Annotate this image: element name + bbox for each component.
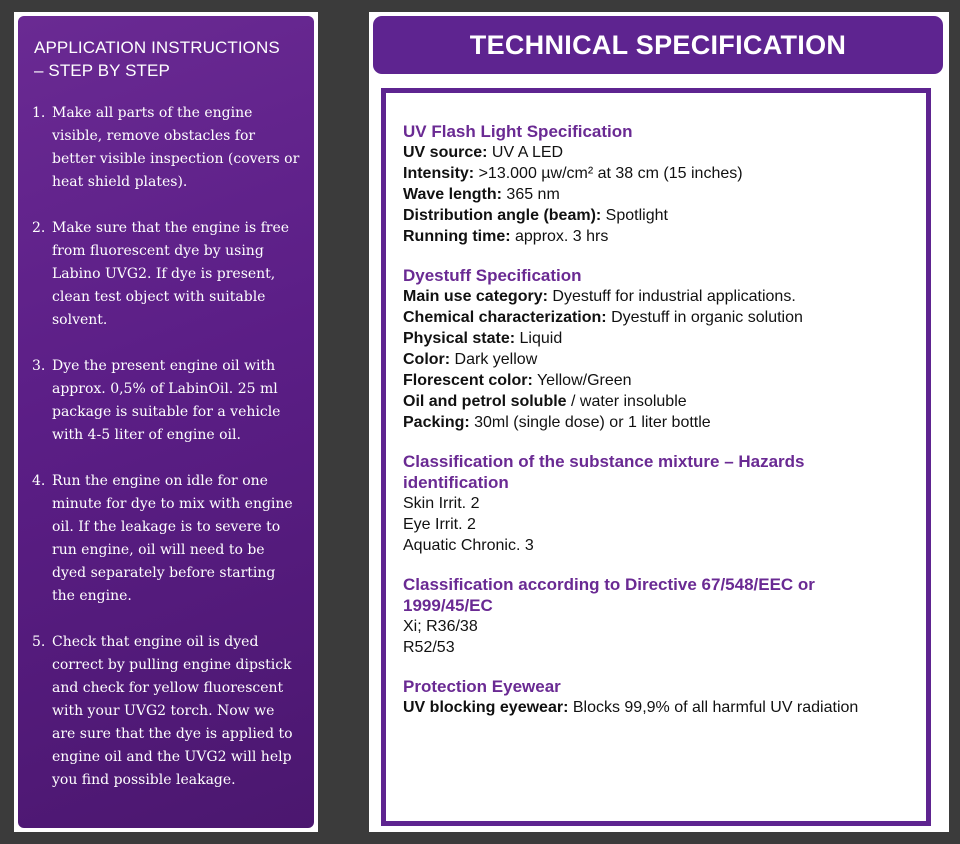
section-title: Classification according to Directive 67/548/EEC or 1999/45/EC bbox=[403, 575, 815, 615]
step-item bbox=[32, 631, 300, 792]
spec-header-bar bbox=[373, 16, 943, 74]
step-text: Dye the present engine oil with approx. 0,5% of LabinOil. 25 ml package is suitable for a vehicle with 4-5 liter of engine oil. bbox=[52, 358, 281, 443]
spec-value: Dark yellow bbox=[450, 351, 538, 368]
spec-value: Dyestuff for industrial applications. bbox=[547, 288, 796, 305]
step-text: Check that engine oil is dyed correct by pulling engine dipstick and check for yellow fluorescent with your UVG2 torch. Now we are sure that the dye is applied to engine oil and the UVG2 will help you find possible leakage. bbox=[52, 634, 293, 788]
step-number: 1. bbox=[32, 105, 46, 121]
spec-line bbox=[403, 328, 926, 349]
spec-line bbox=[403, 184, 926, 205]
spec-line bbox=[403, 370, 926, 391]
step-item bbox=[32, 217, 300, 332]
spec-value: Blocks 99,9% of all harmful UV radiation bbox=[568, 699, 859, 716]
spec-value: 30ml (single dose) or 1 liter bottle bbox=[469, 414, 711, 431]
section-title: Protection Eyewear bbox=[403, 677, 561, 696]
steps-list bbox=[32, 102, 300, 792]
spec-section-dyestuff bbox=[403, 265, 926, 433]
section-title: UV Flash Light Specification bbox=[403, 122, 633, 141]
spec-line: Xi; R36/38 bbox=[403, 618, 478, 635]
spec-section-hazards bbox=[403, 451, 926, 556]
spec-value: / water insoluble bbox=[566, 393, 687, 410]
spec-label: UV blocking eyewear: bbox=[403, 699, 569, 716]
instructions-frame bbox=[14, 12, 318, 832]
spec-line bbox=[403, 142, 926, 163]
instructions-title bbox=[34, 36, 300, 82]
spec-label: Color: bbox=[403, 351, 451, 368]
spec-header-title: TECHNICAL SPECIFICATION bbox=[469, 29, 847, 60]
spec-label: UV source: bbox=[403, 144, 488, 161]
spec-label: Physical state: bbox=[403, 330, 516, 347]
spec-value: Spotlight bbox=[601, 207, 668, 224]
spec-value: Yellow/Green bbox=[532, 372, 632, 389]
step-number: 3. bbox=[32, 358, 46, 374]
spec-line bbox=[403, 286, 926, 307]
spec-value: approx. 3 hrs bbox=[510, 228, 609, 245]
spec-section-eyewear bbox=[403, 676, 926, 718]
spec-line bbox=[403, 205, 926, 226]
spec-line: R52/53 bbox=[403, 639, 455, 656]
spec-frame bbox=[369, 12, 949, 832]
spec-value: UV A LED bbox=[487, 144, 564, 161]
spec-line: Skin Irrit. 2 bbox=[403, 495, 480, 512]
step-item bbox=[32, 102, 300, 194]
spec-line: Eye Irrit. 2 bbox=[403, 516, 476, 533]
spec-line bbox=[403, 307, 926, 328]
spec-box bbox=[381, 88, 931, 826]
spec-label: Oil and petrol soluble bbox=[403, 393, 567, 410]
spec-line bbox=[403, 349, 926, 370]
spec-line bbox=[403, 391, 926, 412]
step-item bbox=[32, 355, 300, 447]
spec-label: Wave length: bbox=[403, 186, 502, 203]
section-title: Classification of the substance mixture – Hazards identification bbox=[403, 452, 805, 492]
spec-label: Packing: bbox=[403, 414, 470, 431]
spec-line bbox=[403, 697, 863, 718]
instructions-title-line1: APPLICATION INSTRUCTIONS bbox=[34, 38, 280, 57]
spec-section-uv-flashlight bbox=[403, 121, 926, 247]
spec-line bbox=[403, 163, 926, 184]
spec-label: Florescent color: bbox=[403, 372, 533, 389]
spec-line bbox=[403, 412, 926, 433]
spec-section-directive bbox=[403, 574, 926, 658]
spec-label: Chemical characterization: bbox=[403, 309, 607, 326]
step-item bbox=[32, 470, 300, 608]
step-number: 2. bbox=[32, 220, 46, 236]
spec-label: Distribution angle (beam): bbox=[403, 207, 602, 224]
step-number: 4. bbox=[32, 473, 46, 489]
instructions-panel bbox=[18, 16, 314, 828]
spec-line: Aquatic Chronic. 3 bbox=[403, 537, 534, 554]
spec-label: Main use category: bbox=[403, 288, 548, 305]
spec-label: Intensity: bbox=[403, 165, 475, 182]
spec-value: >13.000 µw/cm² at 38 cm (15 inches) bbox=[474, 165, 743, 182]
spec-label: Running time: bbox=[403, 228, 511, 245]
step-text: Make sure that the engine is free from fluorescent dye by using Labino UVG2. If dye is present, clean test object with suitable solvent. bbox=[52, 220, 290, 328]
spec-value: Dyestuff in organic solution bbox=[606, 309, 803, 326]
step-text: Run the engine on idle for one minute for dye to mix with engine oil. If the leakage is to severe to run engine, oil will need to be dyed separately before starting the engine. bbox=[52, 473, 293, 604]
spec-value: Liquid bbox=[515, 330, 563, 347]
spec-value: 365 nm bbox=[501, 186, 560, 203]
section-title: Dyestuff Specification bbox=[403, 266, 582, 285]
step-number: 5. bbox=[32, 634, 46, 650]
spec-line bbox=[403, 226, 926, 247]
instructions-title-line2: – STEP BY STEP bbox=[34, 61, 170, 80]
step-text: Make all parts of the engine visible, remove obstacles for better visible inspection (covers or heat shield plates). bbox=[52, 105, 300, 190]
